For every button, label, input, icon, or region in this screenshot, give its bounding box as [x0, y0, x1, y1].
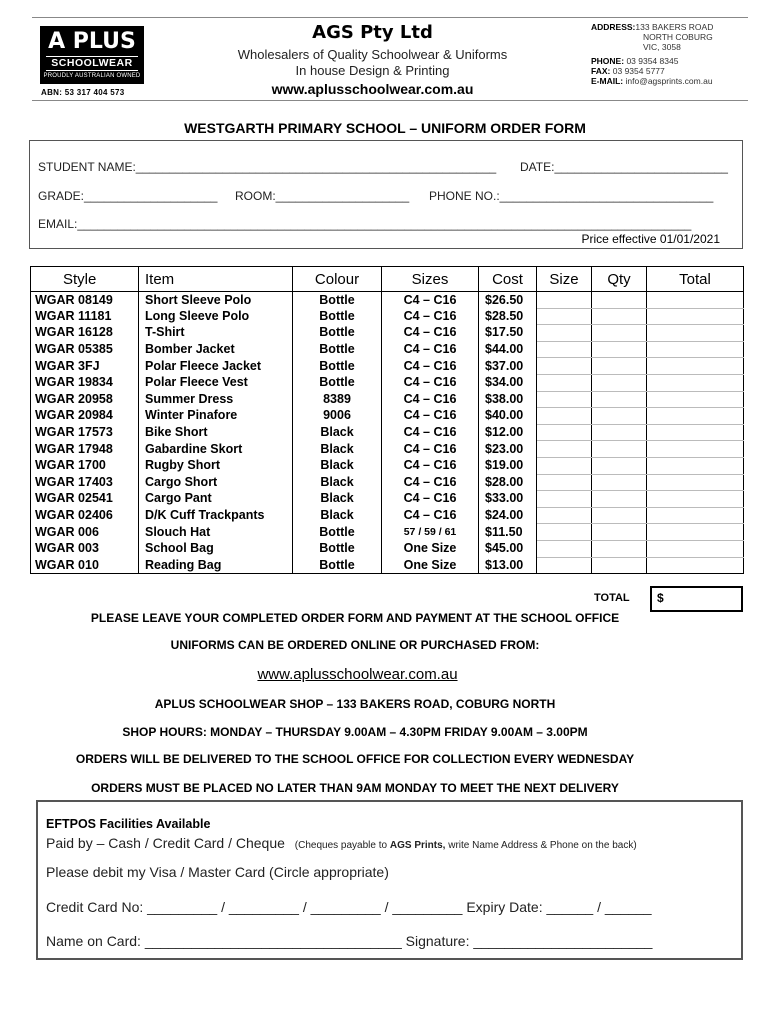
cell-style: WGAR 17573 [31, 424, 139, 441]
cell-item: Polar Fleece Jacket [139, 358, 293, 375]
cell-qty-input[interactable] [592, 457, 647, 474]
cell-colour: Bottle [293, 341, 382, 358]
cell-sizes: C4 – C16 [382, 507, 479, 524]
cell-colour: Black [293, 457, 382, 474]
table-row [31, 374, 744, 391]
phone-label: PHONE: [591, 56, 625, 66]
cell-sizes: C4 – C16 [382, 457, 479, 474]
cell-item: Reading Bag [139, 557, 293, 574]
cell-qty-input[interactable] [592, 524, 647, 541]
fax-value: 03 9354 5777 [612, 66, 665, 76]
col-total-header: Total [647, 267, 744, 292]
header-top-rule [32, 17, 748, 18]
col-cost-header: Cost [479, 267, 537, 292]
cell-style: WGAR 003 [31, 540, 139, 557]
cell-item: T-Shirt [139, 325, 293, 342]
shop-address-message: APLUS SCHOOLWEAR SHOP – 133 BAKERS ROAD, COBURG NORTH [154, 697, 556, 711]
payment-box [36, 800, 743, 960]
fax-label: FAX: [591, 66, 611, 76]
cell-sizes: C4 – C16 [382, 374, 479, 391]
cell-sizes: C4 – C16 [382, 441, 479, 458]
total-label: TOTAL [594, 592, 630, 604]
cell-cost: $28.00 [479, 474, 537, 491]
cell-colour: 8389 [293, 391, 382, 408]
logo-line-1: A PLUS [48, 29, 136, 54]
leave-form-message: PLEASE LEAVE YOUR COMPLETED ORDER FORM AND PAYMENT AT THE SCHOOL OFFICE [90, 611, 620, 625]
cell-cost: $11.50 [479, 524, 537, 541]
table-row [31, 540, 744, 557]
cell-total-input[interactable] [647, 457, 744, 474]
logo-line-2: SCHOOLWEAR [46, 56, 138, 71]
table-row [31, 408, 744, 425]
table-header-row [31, 267, 744, 292]
address-line-1: 133 BAKERS ROAD [635, 22, 714, 32]
cell-style: WGAR 20984 [31, 408, 139, 425]
cell-qty-input[interactable] [592, 374, 647, 391]
cell-colour: Bottle [293, 524, 382, 541]
cell-qty-input[interactable] [592, 540, 647, 557]
table-row [31, 308, 744, 325]
cell-colour: Black [293, 474, 382, 491]
cell-item: D/K Cuff Trackpants [139, 507, 293, 524]
cell-total-input[interactable] [647, 358, 744, 375]
order-table-body [31, 292, 744, 574]
cell-size-input[interactable] [537, 557, 592, 574]
cell-total-input[interactable] [647, 424, 744, 441]
cell-total-input[interactable] [647, 308, 744, 325]
col-qty-header: Qty [592, 267, 647, 292]
cell-qty-input[interactable] [592, 325, 647, 342]
cell-colour: Black [293, 507, 382, 524]
company-name: AGS Pty Ltd [312, 22, 433, 43]
cell-sizes: One Size [382, 540, 479, 557]
cell-size-input[interactable] [537, 441, 592, 458]
cell-total-input[interactable] [647, 292, 744, 309]
cell-cost: $19.00 [479, 457, 537, 474]
company-tagline: Wholesalers of Quality Schoolwear & Uniforms [237, 47, 508, 62]
delivery-message: ORDERS WILL BE DELIVERED TO THE SCHOOL OFFICE FOR COLLECTION EVERY WEDNESDAY [75, 752, 635, 766]
cell-sizes: C4 – C16 [382, 308, 479, 325]
cell-size-input[interactable] [537, 540, 592, 557]
shop-hours-message: SHOP HOURS: MONDAY – THURSDAY 9.00AM – 4.30PM FRIDAY 9.00AM – 3.00PM [122, 725, 588, 739]
cell-size-input[interactable] [537, 424, 592, 441]
cell-total-input[interactable] [647, 557, 744, 574]
cell-item: Cargo Short [139, 474, 293, 491]
cell-item: Winter Pinafore [139, 408, 293, 425]
table-row [31, 557, 744, 574]
cell-cost: $44.00 [479, 341, 537, 358]
table-row [31, 292, 744, 309]
cell-cost: $34.00 [479, 374, 537, 391]
cell-cost: $45.00 [479, 540, 537, 557]
cell-colour: Bottle [293, 308, 382, 325]
contact-block [591, 22, 713, 86]
cell-total-input[interactable] [647, 491, 744, 508]
cell-style: WGAR 05385 [31, 341, 139, 358]
cell-qty-input[interactable] [592, 474, 647, 491]
cell-sizes: C4 – C16 [382, 491, 479, 508]
order-online-message: UNIFORMS CAN BE ORDERED ONLINE OR PURCHASED FROM: [170, 638, 540, 652]
table-row [31, 457, 744, 474]
cell-total-input[interactable] [647, 540, 744, 557]
cell-sizes: C4 – C16 [382, 424, 479, 441]
email-value[interactable]: info@agsprints.com.au [625, 76, 713, 86]
cell-cost: $28.50 [479, 308, 537, 325]
cell-cost: $13.00 [479, 557, 537, 574]
eftpos-note: EFTPOS Facilities Available [46, 817, 211, 831]
cell-item: Summer Dress [139, 391, 293, 408]
cell-qty-input[interactable] [592, 308, 647, 325]
cell-sizes: C4 – C16 [382, 408, 479, 425]
cell-size-input[interactable] [537, 341, 592, 358]
cell-size-input[interactable] [537, 457, 592, 474]
room-field[interactable]: ROOM:____________________ [235, 189, 410, 203]
paid-by-text: Paid by – Cash / Credit Card / Cheque [46, 835, 285, 851]
email-field[interactable]: EMAIL:____________________________________________________________________________________________ [38, 217, 692, 231]
cell-style: WGAR 11181 [31, 308, 139, 325]
cell-style: WGAR 17948 [31, 441, 139, 458]
cell-cost: $24.00 [479, 507, 537, 524]
cell-total-input[interactable] [647, 507, 744, 524]
cell-qty-input[interactable] [592, 424, 647, 441]
cell-cost: $37.00 [479, 358, 537, 375]
cell-cost: $12.00 [479, 424, 537, 441]
cell-total-input[interactable] [647, 408, 744, 425]
cell-qty-input[interactable] [592, 557, 647, 574]
cell-size-input[interactable] [537, 391, 592, 408]
website-link[interactable]: www.aplusschoolwear.com.au [257, 666, 458, 683]
table-row [31, 341, 744, 358]
cell-size-input[interactable] [537, 474, 592, 491]
aplus-logo [40, 26, 144, 84]
cell-size-input[interactable] [537, 308, 592, 325]
table-row [31, 524, 744, 541]
col-colour-header: Colour [293, 267, 382, 292]
cell-colour: Bottle [293, 292, 382, 309]
cell-style: WGAR 006 [31, 524, 139, 541]
cell-sizes: C4 – C16 [382, 341, 479, 358]
cell-sizes: C4 – C16 [382, 325, 479, 342]
company-subline: In house Design & Printing [295, 63, 450, 78]
company-block [200, 22, 545, 98]
name-signature-field[interactable]: Name on Card: _________________________________ Signature: _______________________ [46, 933, 653, 949]
grade-field[interactable]: GRADE:____________________ [38, 189, 218, 203]
cell-size-input[interactable] [537, 507, 592, 524]
cell-item: Bomber Jacket [139, 341, 293, 358]
cell-item: Cargo Pant [139, 491, 293, 508]
table-row [31, 507, 744, 524]
student-details-box [29, 140, 743, 249]
table-row [31, 424, 744, 441]
cell-item: Long Sleeve Polo [139, 308, 293, 325]
cell-qty-input[interactable] [592, 341, 647, 358]
cell-total-input[interactable] [647, 325, 744, 342]
cell-style: WGAR 20958 [31, 391, 139, 408]
cell-style: WGAR 1700 [31, 457, 139, 474]
cell-style: WGAR 16128 [31, 325, 139, 342]
cell-total-input[interactable] [647, 441, 744, 458]
cell-style: WGAR 08149 [31, 292, 139, 309]
cell-cost: $26.50 [479, 292, 537, 309]
cell-cost: $40.00 [479, 408, 537, 425]
address-line-3: VIC, 3058 [643, 42, 681, 52]
address-line-2: NORTH COBURG [643, 32, 713, 42]
cell-size-input[interactable] [537, 374, 592, 391]
cell-size-input[interactable] [537, 358, 592, 375]
col-size-header: Size [537, 267, 592, 292]
price-effective: Price effective 01/01/2021 [581, 232, 720, 246]
logo-line-3: PROUDLY AUSTRALIAN OWNED [43, 73, 141, 79]
table-row [31, 391, 744, 408]
cell-sizes: One Size [382, 557, 479, 574]
table-row [31, 491, 744, 508]
cell-item: Rugby Short [139, 457, 293, 474]
header-bottom-rule [32, 100, 748, 101]
cell-colour: Bottle [293, 325, 382, 342]
cell-colour: Black [293, 491, 382, 508]
cell-qty-input[interactable] [592, 491, 647, 508]
cell-size-input[interactable] [537, 292, 592, 309]
cheque-note-post: write Name Address & Phone on the back) [445, 840, 637, 851]
col-sizes-header: Sizes [382, 267, 479, 292]
cell-qty-input[interactable] [592, 391, 647, 408]
cell-colour: 9006 [293, 408, 382, 425]
cell-item: Gabardine Skort [139, 441, 293, 458]
abn-number: ABN: 53 317 404 573 [41, 88, 125, 97]
col-style-header: Style [31, 267, 139, 292]
cell-colour: Bottle [293, 358, 382, 375]
cell-style: WGAR 3FJ [31, 358, 139, 375]
cell-sizes: 57 / 59 / 61 [382, 524, 479, 541]
cell-size-input[interactable] [537, 524, 592, 541]
cell-total-input[interactable] [647, 524, 744, 541]
cell-size-input[interactable] [537, 491, 592, 508]
cell-item: Bike Short [139, 424, 293, 441]
cell-item: Short Sleeve Polo [139, 292, 293, 309]
cell-colour: Black [293, 424, 382, 441]
table-row [31, 441, 744, 458]
cell-colour: Bottle [293, 557, 382, 574]
student-name-field[interactable]: STUDENT NAME:______________________________________________________ [38, 160, 497, 174]
cell-style: WGAR 17403 [31, 474, 139, 491]
cell-total-input[interactable] [647, 391, 744, 408]
phone-value: 03 9354 8345 [626, 56, 679, 66]
order-table [30, 266, 744, 574]
cell-cost: $17.50 [479, 325, 537, 342]
cheque-payee: AGS Prints, [389, 840, 446, 851]
cell-item: Slouch Hat [139, 524, 293, 541]
cell-qty-input[interactable] [592, 507, 647, 524]
credit-card-number-field[interactable]: Credit Card No: _________ / _________ / _________ / _________ Expiry Date: ______ / ______ [46, 899, 652, 915]
cell-style: WGAR 02406 [31, 507, 139, 524]
cell-style: WGAR 19834 [31, 374, 139, 391]
cell-qty-input[interactable] [592, 292, 647, 309]
cheque-note [295, 840, 637, 851]
cell-item: School Bag [139, 540, 293, 557]
total-input[interactable]: $ [650, 586, 743, 612]
cell-size-input[interactable] [537, 325, 592, 342]
cell-sizes: C4 – C16 [382, 391, 479, 408]
cell-qty-input[interactable] [592, 441, 647, 458]
cell-cost: $33.00 [479, 491, 537, 508]
cell-total-input[interactable] [647, 374, 744, 391]
cell-colour: Black [293, 441, 382, 458]
cell-sizes: C4 – C16 [382, 358, 479, 375]
form-title: WESTGARTH PRIMARY SCHOOL – UNIFORM ORDER FORM [184, 120, 586, 136]
paid-by-line [46, 835, 637, 851]
cell-cost: $38.00 [479, 391, 537, 408]
cell-qty-input[interactable] [592, 408, 647, 425]
cell-sizes: C4 – C16 [382, 292, 479, 309]
col-item-header: Item [139, 267, 293, 292]
cell-total-input[interactable] [647, 341, 744, 358]
cell-style: WGAR 010 [31, 557, 139, 574]
cell-sizes: C4 – C16 [382, 474, 479, 491]
table-row [31, 474, 744, 491]
cell-colour: Bottle [293, 374, 382, 391]
cell-colour: Bottle [293, 540, 382, 557]
cell-item: Polar Fleece Vest [139, 374, 293, 391]
email-label: E-MAIL: [591, 76, 624, 86]
cell-total-input[interactable] [647, 474, 744, 491]
debit-card-line[interactable]: Please debit my Visa / Master Card (Circle appropriate) [46, 864, 389, 880]
company-website[interactable]: www.aplusschoolwear.com.au [271, 81, 474, 97]
address-label: ADDRESS: [591, 22, 636, 32]
cell-size-input[interactable] [537, 408, 592, 425]
cell-style: WGAR 02541 [31, 491, 139, 508]
table-row [31, 325, 744, 342]
cell-qty-input[interactable] [592, 358, 647, 375]
cheque-note-pre: (Cheques payable to [294, 840, 390, 851]
phone-field[interactable]: PHONE NO.:________________________________ [429, 189, 714, 203]
table-row [31, 358, 744, 375]
deadline-message: ORDERS MUST BE PLACED NO LATER THAN 9AM MONDAY TO MEET THE NEXT DELIVERY [91, 781, 619, 795]
cell-cost: $23.00 [479, 441, 537, 458]
date-field[interactable]: DATE:__________________________ [520, 160, 728, 174]
